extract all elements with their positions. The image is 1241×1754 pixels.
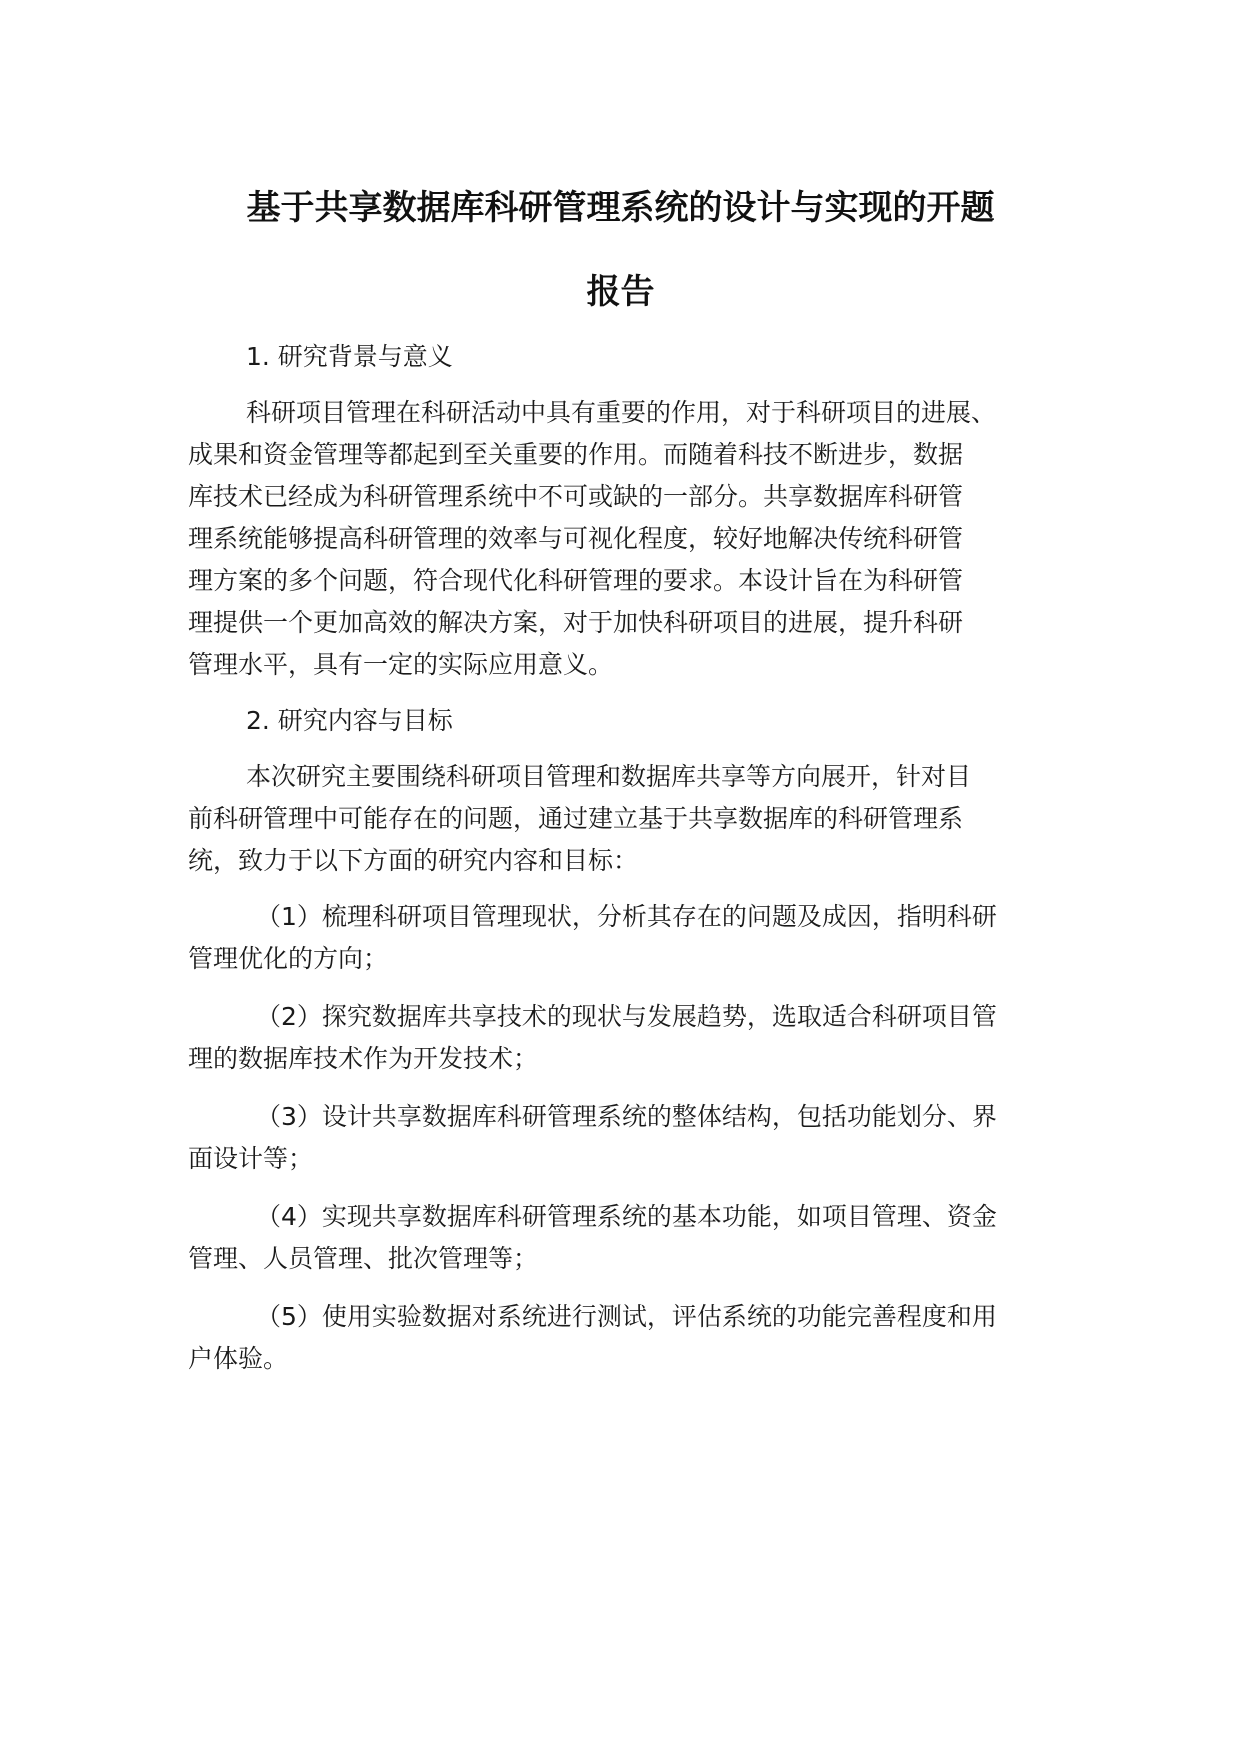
- paragraph-line: 科研项目管理在科研活动中具有重要的作用，对于科研项目的进展、: [246, 398, 997, 427]
- document-title-line-2: 报告: [586, 272, 655, 312]
- list-item-line: （1）梳理科研项目管理现状，分析其存在的问题及成因，指明科研: [256, 902, 997, 931]
- paragraph-line: 成果和资金管理等都起到至关重要的作用。而随着科技不断进步，数据: [188, 440, 964, 469]
- paragraph-line: 理方案的多个问题，符合现代化科研管理的要求。本设计旨在为科研管: [188, 566, 964, 595]
- section-1-heading: 1. 研究背景与意义: [246, 342, 453, 371]
- paragraph-line: 前科研管理中可能存在的问题，通过建立基于共享数据库的科研管理系: [188, 804, 964, 833]
- list-item-line: （5）使用实验数据对系统进行测试，评估系统的功能完善程度和用: [256, 1302, 997, 1331]
- list-item-line: （3）设计共享数据库科研管理系统的整体结构，包括功能划分、界: [256, 1102, 997, 1131]
- document-title-line-1: 基于共享数据库科研管理系统的设计与实现的开题: [246, 188, 995, 228]
- list-item-line: （2）探究数据库共享技术的现状与发展趋势，选取适合科研项目管: [256, 1002, 997, 1031]
- list-item-line: （4）实现共享数据库科研管理系统的基本功能，如项目管理、资金: [256, 1202, 997, 1231]
- section-2-heading: 2. 研究内容与目标: [246, 706, 453, 735]
- paragraph-line: 库技术已经成为科研管理系统中不可或缺的一部分。共享数据库科研管: [188, 482, 964, 511]
- list-item-line: 户体验。: [188, 1344, 289, 1373]
- paragraph-line: 统，致力于以下方面的研究内容和目标：: [188, 846, 639, 875]
- list-item-line: 管理、人员管理、批次管理等；: [188, 1244, 539, 1273]
- paragraph-line: 本次研究主要围绕科研项目管理和数据库共享等方向展开，针对目: [246, 762, 972, 791]
- paragraph-line: 理系统能够提高科研管理的效率与可视化程度，较好地解决传统科研管: [188, 524, 964, 553]
- paragraph-line: 理提供一个更加高效的解决方案，对于加快科研项目的进展，提升科研: [188, 608, 964, 637]
- list-item-line: 面设计等；: [188, 1144, 314, 1173]
- paragraph-line: 管理水平，具有一定的实际应用意义。: [188, 650, 614, 679]
- list-item-line: 管理优化的方向；: [188, 944, 389, 973]
- list-item-line: 理的数据库技术作为开发技术；: [188, 1044, 539, 1073]
